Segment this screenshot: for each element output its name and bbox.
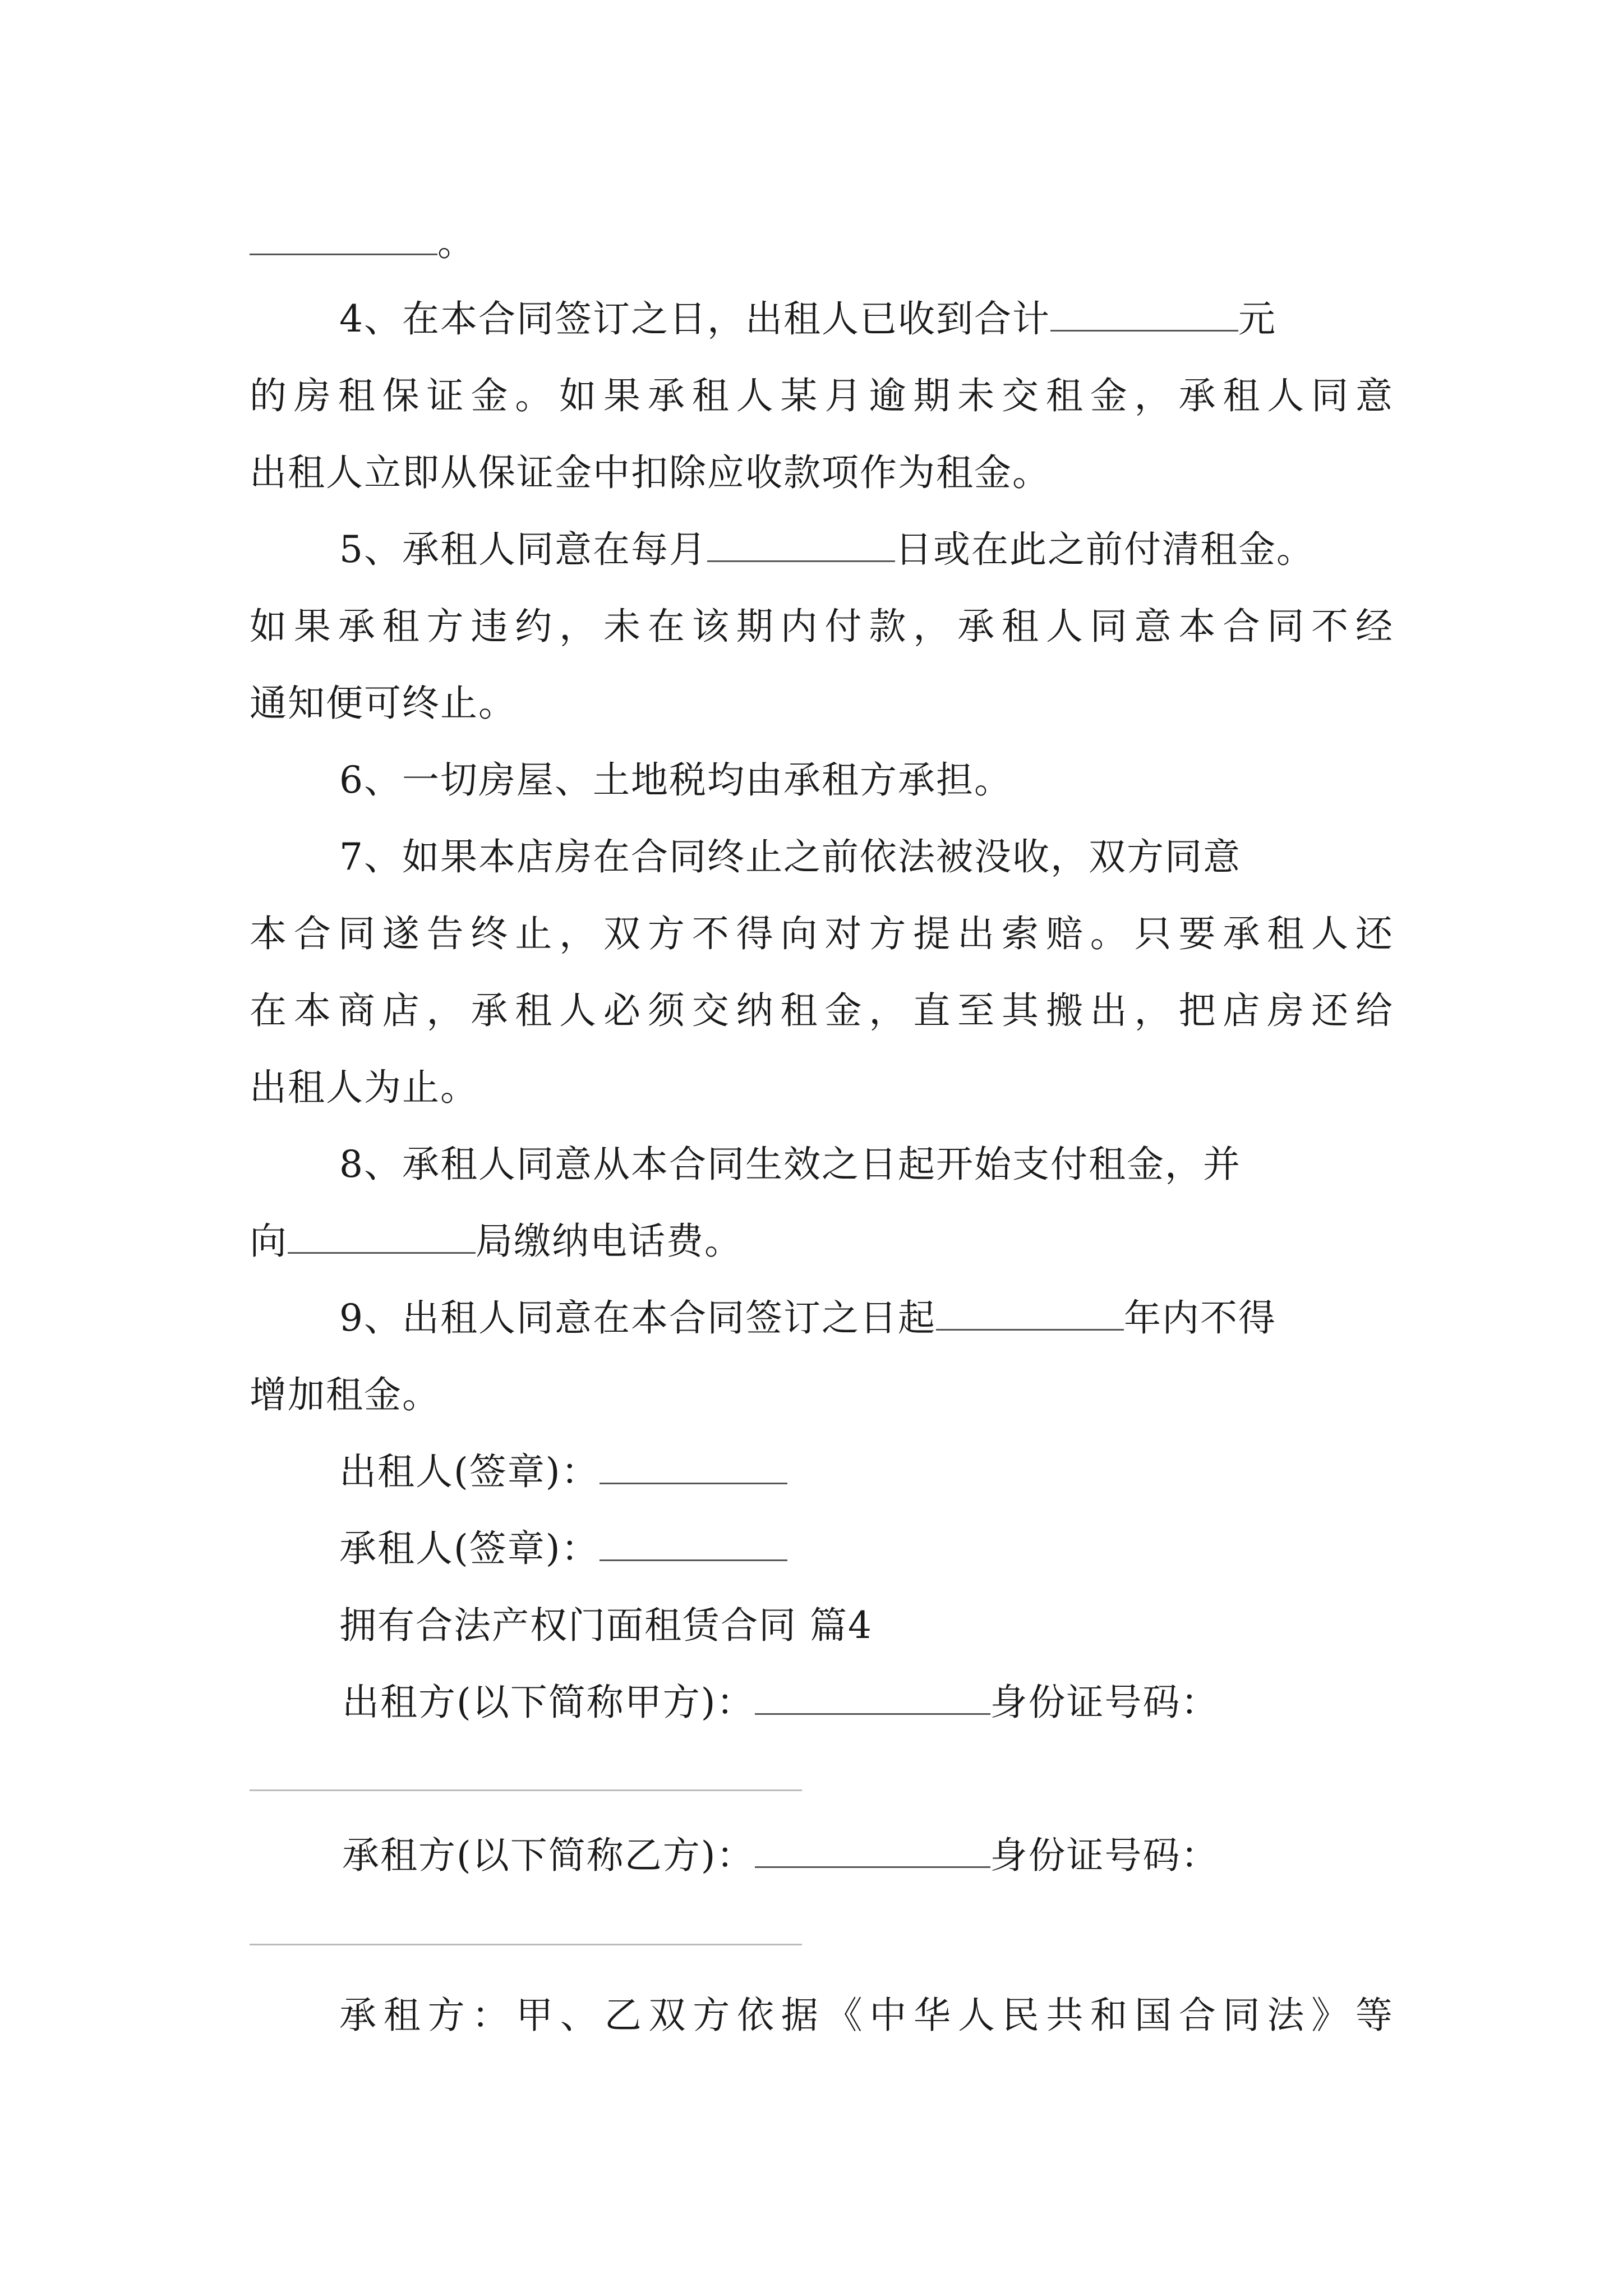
paragraph-line — [250, 221, 476, 264]
blank-field — [1050, 301, 1238, 332]
party-a-line — [342, 1681, 1219, 1724]
clause-8-line-2 — [250, 1220, 743, 1263]
party-b-id-rule — [250, 1944, 802, 1945]
clause-4-line-1 — [339, 297, 1276, 341]
party-b-line — [342, 1834, 1219, 1877]
clause-4-line-3: 出租人立即从保证金中扣除应收款项作为租金。 — [250, 451, 1050, 494]
lessee-signature-line — [339, 1527, 787, 1570]
clause-8-line-1: 8、承租人同意从本合同生效之日起开始支付租金，并 — [339, 1143, 1241, 1186]
blank-field — [707, 531, 895, 562]
text: 年内不得 — [1124, 1296, 1276, 1340]
text: 身份证号码： — [990, 1681, 1219, 1724]
text: 。 — [437, 221, 476, 264]
clause-4-line-2: 的房租保证金。如果承租人某月逾期未交租金，承租人同意 — [250, 374, 1394, 417]
lessor-signature-line — [339, 1450, 787, 1493]
blank-field — [755, 1684, 990, 1715]
clause-7-line-3: 在本商店，承租人必须交纳租金，直至其搬出，把店房还给 — [250, 989, 1394, 1032]
text: 出租方(以下简称甲方)： — [342, 1681, 755, 1724]
clause-7-line-1: 7、如果本店房在合同终止之前依法被没收，双方同意 — [339, 835, 1241, 878]
clause-6-line-1: 6、一切房屋、土地税均由承租方承担。 — [339, 758, 1012, 802]
text: 承租方(以下简称乙方)： — [342, 1834, 755, 1877]
blank-field — [755, 1837, 990, 1868]
blank-field — [600, 1453, 787, 1484]
clause-9-line-1 — [339, 1296, 1276, 1340]
party-a-id-rule — [250, 1789, 802, 1791]
clause-5-line-1 — [339, 528, 1315, 571]
clause-7-line-4: 出租人为止。 — [250, 1066, 478, 1109]
clause-7-line-2: 本合同遂告终止，双方不得向对方提出索赔。只要承租人还 — [250, 912, 1394, 955]
text: 身份证号码： — [990, 1834, 1219, 1877]
blank-field — [936, 1300, 1124, 1331]
clause-9-line-2: 增加租金。 — [250, 1373, 440, 1416]
text: 4、在本合同签订之日，出租人已收到合计 — [339, 297, 1050, 341]
section-heading: 拥有合法产权门面租赁合同 篇4 — [339, 1604, 873, 1647]
text: 5、承租人同意在每月 — [339, 528, 707, 571]
text: 元 — [1238, 297, 1276, 341]
blank-field — [288, 1223, 476, 1254]
intro-line: 承租方：甲、乙双方依据《中华人民共和国合同法》等 — [339, 1994, 1394, 2037]
text: 出租人(签章)： — [339, 1450, 600, 1493]
blank-field — [250, 224, 437, 255]
text: 日或在此之前付清租金。 — [895, 528, 1315, 571]
text: 局缴纳电话费。 — [476, 1220, 743, 1263]
clause-5-line-2: 如果承租方违约，未在该期内付款，承租人同意本合同不经 — [250, 605, 1394, 648]
blank-field — [600, 1530, 787, 1561]
clause-5-line-3: 通知便可终止。 — [250, 682, 517, 725]
text: 承租人(签章)： — [339, 1527, 600, 1570]
text: 向 — [250, 1220, 288, 1263]
text: 9、出租人同意在本合同签订之日起 — [339, 1296, 936, 1340]
